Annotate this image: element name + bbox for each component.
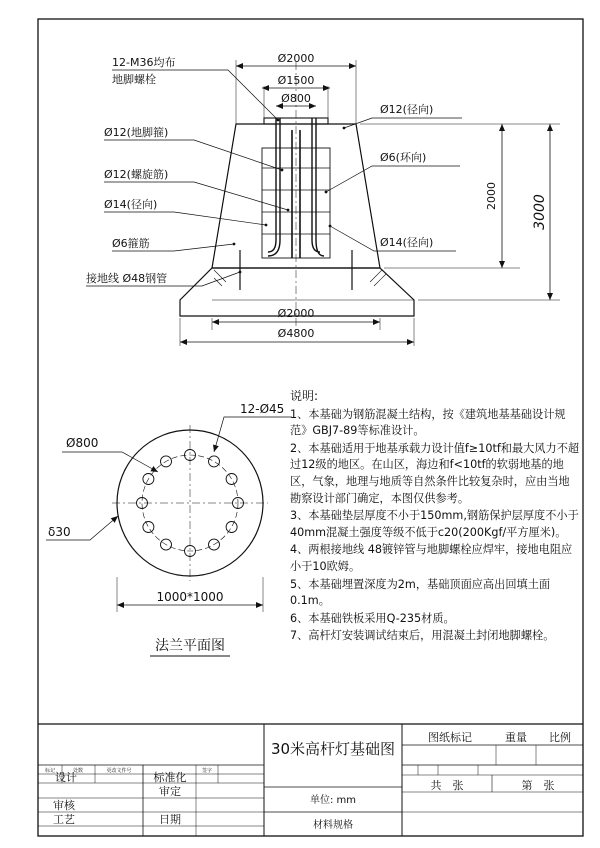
dim-height-3000: 3000 — [532, 194, 548, 230]
callout-radial14-right: Ø14(径向) — [380, 236, 434, 249]
dim-height-2000: 2000 — [485, 182, 498, 210]
flange-dia-label: Ø800 — [66, 436, 99, 450]
weight-label: 重量 — [505, 731, 527, 744]
callout-labels — [86, 55, 433, 285]
note-item: 5、本基础埋置深度为2m，基础顶面应高出回填土面0.1m。 — [290, 577, 551, 608]
elevation-dimension-labels — [278, 52, 548, 340]
total-sheets-label: 共 张 — [430, 779, 464, 792]
rev-sign-label: 签字 — [201, 768, 213, 774]
callout-spiral12: Ø12(螺旋筋) — [104, 168, 169, 181]
dim-base-2000: Ø2000 — [277, 307, 315, 320]
date-label: 日期 — [159, 813, 181, 826]
flange-thickness-label: δ30 — [48, 525, 71, 539]
callout-bolts-line2: 地脚螺栓 — [112, 73, 156, 86]
elevation-dimensions — [180, 60, 560, 346]
callout-bolts-line1: 12-M36均布 — [112, 56, 176, 69]
dim-800: Ø800 — [281, 92, 311, 105]
unit-label: 单位: mm — [309, 795, 357, 806]
approve-label: 审定 — [159, 785, 181, 798]
sheet-no-label: 第 张 — [521, 779, 555, 792]
check-label: 审核 — [53, 799, 75, 812]
callout-stirrup6: Ø6箍筋 — [112, 237, 150, 250]
callout-radial12: Ø12(径向) — [380, 103, 434, 116]
callout-radial14-left: Ø14(径向) — [104, 198, 158, 211]
sheet-mark-label: 图纸标记 — [428, 731, 472, 744]
standard-label: 标准化 — [153, 771, 187, 784]
callout-ring6: Ø6(环向) — [380, 151, 427, 164]
rev-count-label: 处数 — [72, 768, 84, 774]
note-item: 6、本基础铁板采用Q-235材质。 — [290, 611, 455, 625]
flange-holes-label: 12-Ø45 — [240, 402, 285, 416]
note-item: 3、本基础垫层厚度不小于150mm,钢筋保护层厚度不小于40mm混凝土强度等级不低于c20(200Kgf/平方厘米)。 — [290, 509, 579, 539]
notes-title: 说明: — [290, 389, 319, 403]
process-label: 工艺 — [53, 813, 75, 826]
material-label: 材料规格 — [313, 820, 353, 831]
callout-hoop12: Ø12(地脚箍) — [104, 126, 169, 139]
design-notes — [290, 388, 580, 646]
note-item: 1、本基础为钢筋混凝土结构，按《建筑地基基础设计规范》GBJ7-89等标准设计。 — [290, 407, 566, 438]
drawing-title: 30米高杆灯基础图 — [270, 740, 396, 758]
rev-doc-label: 更改文件号 — [106, 768, 132, 774]
flange-size-label: 1000*1000 — [156, 590, 224, 604]
rev-mark-label: 标记 — [44, 768, 56, 774]
dim-4800: Ø4800 — [277, 327, 315, 340]
note-item: 7、高杆灯安装调试结束后，用混凝土封闭地脚螺栓。 — [290, 629, 555, 643]
flange-labels — [48, 402, 284, 656]
dim-1500: Ø1500 — [277, 74, 315, 87]
note-item: 2、本基础适用于地基承载力设计值f≥10tf和最大风力不超过12级的地区。在山区，海边和f<10tf的软弱地基的地区，气象，地理与地质等自然条件比较复杂时，应由当地勘察设计部门确定，本图仅供参考。 — [290, 441, 580, 505]
note-item: 4、两根接地线 48镀锌管与地脚螺栓应焊牢，接地电阻应小于10欧姆。 — [290, 543, 573, 573]
design-label: 设计 — [55, 771, 77, 784]
flange-plan-title: 法兰平面图 — [155, 638, 225, 654]
dim-top-2000: Ø2000 — [277, 52, 315, 65]
callout-ground: 接地线 Ø48钢管 — [86, 272, 168, 285]
scale-label: 比例 — [549, 731, 571, 744]
